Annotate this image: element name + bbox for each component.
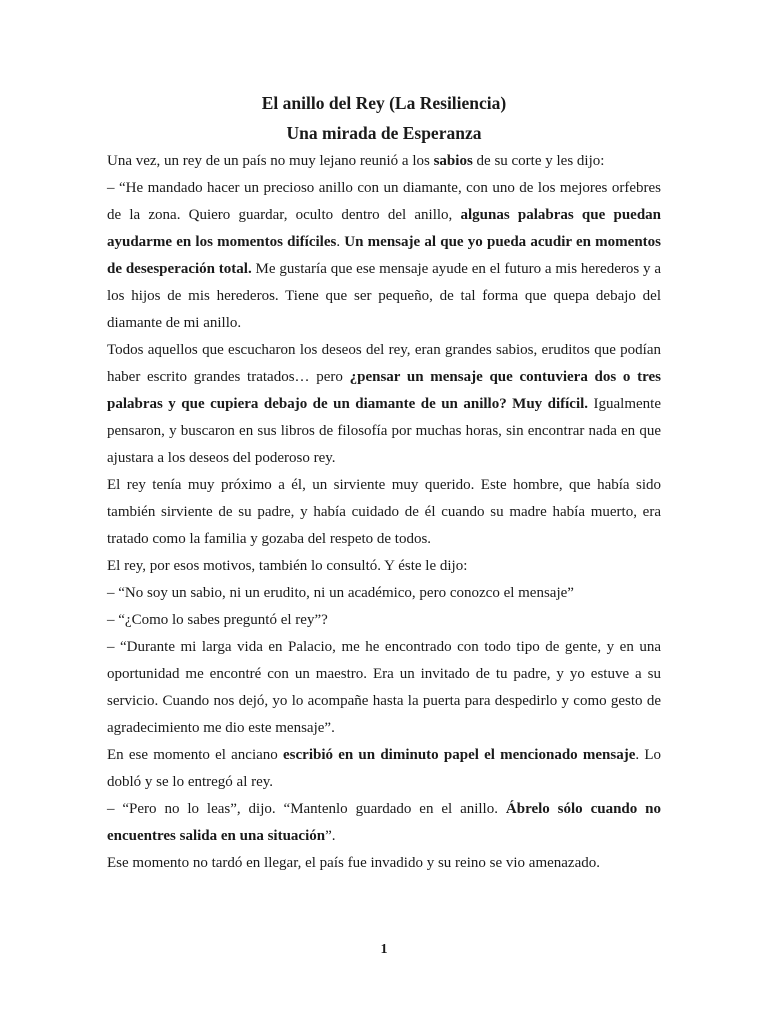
paragraph-text: Todos aquellos que escucharon los deseos del rey, eran grandes sabios, eruditos que podían haber escrito grandes tratados… pero [107,342,661,385]
document-body [107,148,661,877]
paragraph-text: . Lo dobló y se lo entregó al rey. [107,747,661,790]
document-subtitle: Una mirada de Esperanza [286,123,482,143]
paragraph [107,472,661,553]
paragraph [107,850,661,877]
paragraph-text: – “No soy un sabio, ni un erudito, ni un académico, pero conozco el mensaje” [107,585,574,601]
paragraph [107,148,661,175]
paragraph-text: – “Durante mi larga vida en Palacio, me he encontrado con todo tipo de gente, y en una oportunidad me encontré con un maestro. Era un invitado de tu padre, y yo estuve a su servicio. Cuando nos dejó, yo lo acompañe hasta la puerta para despedirlo y como gesto de agradecimiento me dio este mensaje”. [107,639,661,736]
paragraph-text: El rey tenía muy próximo a él, un sirviente muy querido. Este hombre, que había sido también sirviente de su padre, y había cuidado de él cuando su madre había muerto, era tratado como la familia y gozaba del respeto de todos. [107,477,661,547]
paragraph-text: El rey, por esos motivos, también lo consultó. Y éste le dijo: [107,558,468,574]
paragraph-bold-text: ¿pensar un mensaje que contuviera dos o tres palabras y que cupiera debajo de un diamante de un anillo? Muy difícil. [107,369,661,412]
paragraph-text: – “¿Como lo sabes preguntó el rey”? [107,612,328,628]
paragraph-bold-text: escribió en un diminuto papel el mencionado mensaje [283,747,636,763]
paragraph-bold-text: algunas palabras que puedan ayudarme en los momentos difíciles [107,207,661,250]
paragraph-text: Ese momento no tardó en llegar, el país fue invadido y su reino se vio amenazado. [107,855,601,871]
paragraph-bold-text: Un mensaje al que yo pueda acudir en momentos de desesperación total. [107,234,662,277]
paragraph [107,175,661,337]
paragraph-text: – “Pero no lo leas”, dijo. “Mantenlo guardado en el anillo. [107,801,506,817]
document-page [107,88,661,877]
document-title: El anillo del Rey (La Resiliencia) [261,93,507,113]
paragraph-bold-text: Ábrelo sólo cuando no encuentres salida en una situación [107,801,662,844]
paragraph-text: Una vez, un rey de un país no muy lejano reunió a los [107,153,434,169]
paragraph [107,742,661,796]
paragraph-text: ”. [325,828,336,844]
paragraph-text: Igualmente pensaron, y buscaron en sus libros de filosofía por muchas horas, sin encontrar nada en que ajustara a los deseos del poderoso rey. [107,396,661,466]
paragraph-text: Me gustaría que ese mensaje ayude en el futuro a mis herederos y a los hijos de mis herederos. Tiene que ser pequeño, de tal forma que quepa debajo del diamante de mi anillo. [107,261,661,331]
paragraph-text: – “He mandado hacer un precioso anillo con un diamante, con uno de los mejores orfebres de la zona. Quiero guardar, oculto dentro del anillo, [107,180,661,223]
paragraph [107,553,661,580]
paragraph [107,337,661,472]
paragraph-bold-text: sabios [433,153,473,169]
page-number: 1 [380,942,388,957]
paragraph [107,607,661,634]
paragraph-text: . [336,234,345,250]
paragraph [107,796,661,850]
paragraph-text: En ese momento el anciano [107,747,284,763]
paragraph-text: de su corte y les dijo: [472,153,605,169]
paragraph [107,634,661,742]
paragraph [107,580,661,607]
